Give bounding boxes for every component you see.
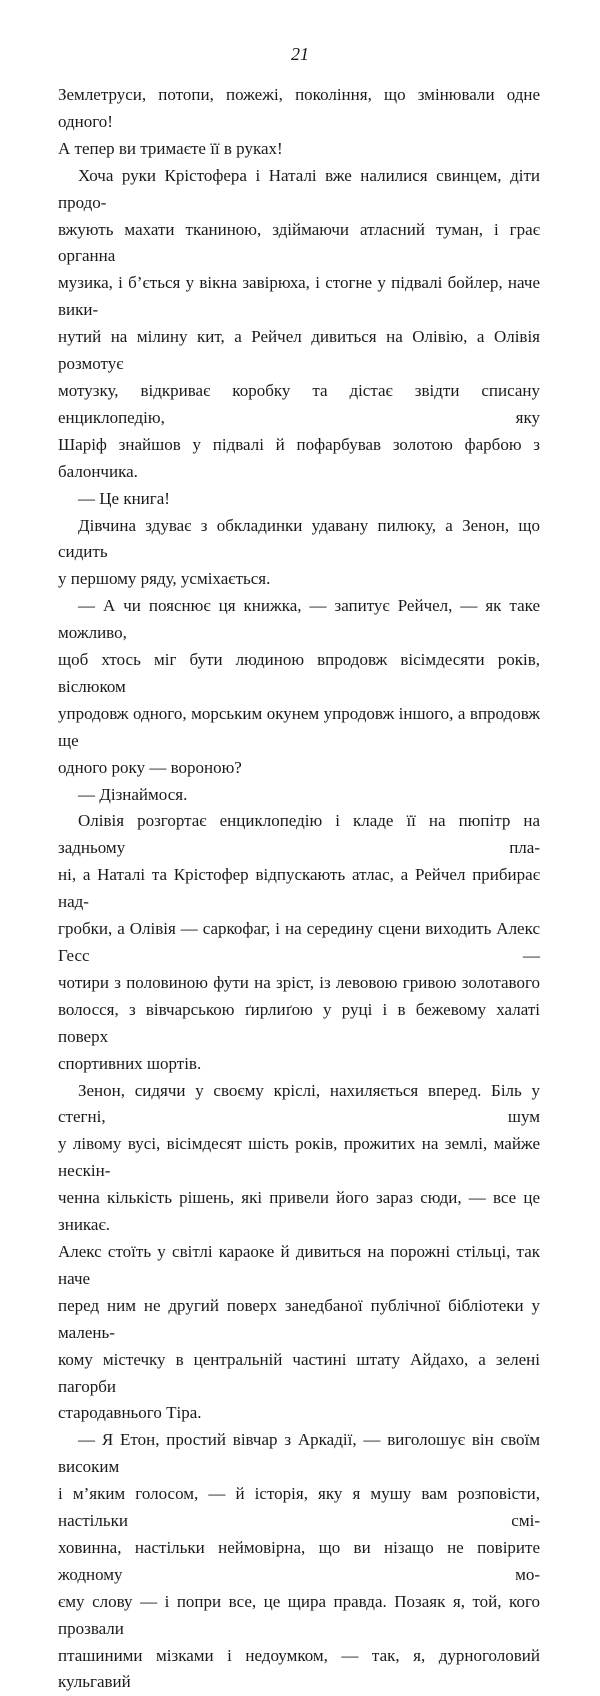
text-line: — Я Етон, простий вівчар з Аркадії, — виголошує він своїм високим <box>58 1430 540 1477</box>
text-line: Землетруси, потопи, пожежі, покоління, що змінювали одне одного! <box>58 85 540 131</box>
text-line: вжують махати тканиною, здіймаючи атласний туман, і грає органна <box>58 219 540 266</box>
text-line: Шаріф знайшов у підвалі й пофарбував золотою фарбою з балончика. <box>58 434 540 481</box>
text-line: єму слову — і попри все, це щира правда. Позаяк я, той, кого прозвали <box>58 1591 540 1638</box>
text-line: Зенон, сидячи у своєму кріслі, нахиляється вперед. Біль у стегні, шум <box>58 1080 540 1127</box>
text-line: упродовж одного, морським окунем упродовж іншого, а впродовж ще <box>58 703 540 750</box>
text-line: ченна кількість рішень, які привели його зараз сюди, — все це зникає. <box>58 1188 540 1235</box>
text-line: нутий на мілину кит, а Рейчел дивиться на Олівію, а Олівія розмотує <box>58 327 540 374</box>
text-line: у лівому вусі, вісімдесят шість років, прожитих на землі, майже нескін- <box>58 1134 540 1181</box>
text-line: одного року — вороною? <box>58 757 242 777</box>
text-line: — Це книга! <box>78 488 170 508</box>
text-line: щоб хтось міг бути людиною впродовж вісімдесяти років, віслюком <box>58 650 540 696</box>
text-line: Дівчина здуває з обкладинки удавану пилюку, а Зенон, що сидить <box>58 515 540 562</box>
text-line: волосся, з вівчарською ґирлиґою у руці і в бежевому халаті поверх <box>58 999 540 1046</box>
page-number: 21 <box>291 44 309 64</box>
text-line: мотузку, відкриває коробку та дістає звідти списану енциклопедію, яку <box>58 380 540 427</box>
text-line: — Дізнаймося. <box>78 784 188 804</box>
text-line: і м’яким голосом, — й історія, яку я мушу вам розповісти, настільки смі- <box>58 1484 540 1531</box>
text-line: перед ним не другий поверх занедбаної публічної бібліотеки у малень- <box>58 1295 540 1342</box>
text-line: Олівія розгортає енциклопедію і кладе її на пюпітр на задньому пла- <box>58 811 540 858</box>
text-line: чотири з половиною фути на зріст, із левовою гривою золотавого <box>58 972 540 992</box>
text-line: — А чи пояснює ця книжка, — запитує Рейчел, — як таке можливо, <box>58 596 540 643</box>
text-line: стародавнього Тіра. <box>58 1403 202 1423</box>
text-line: пташиними мізками і недоумком, — так, я, дурноголовий кульгавий <box>58 1645 540 1692</box>
text-line: у першому ряду, усміхається. <box>58 569 271 589</box>
text-line: Алекс стоїть у світлі караоке й дивиться на порожні стільці, так наче <box>58 1241 540 1288</box>
text-line: кому містечку в центральній частині штату Айдахо, а зелені пагорби <box>58 1349 540 1396</box>
text-line: спортивних шортів. <box>58 1053 202 1073</box>
text-line: музика, і б’ється у вікна завірюха, і стогне у підвалі бойлер, наче вики- <box>58 273 540 320</box>
text-line: Хоча руки Крістофера і Наталі вже налилися свинцем, діти продо- <box>58 165 540 212</box>
text-line: ні, а Наталі та Крістофер відпускають атлас, а Рейчел прибирає над- <box>58 865 540 912</box>
body-text <box>58 82 540 1696</box>
text-line: гробки, а Олівія — саркофаг, і на середину сцени виходить Алекс Гесс — <box>58 919 540 965</box>
text-line: ховинна, настільки неймовірна, що ви нізащо не повірите жодному мо- <box>58 1537 540 1584</box>
text-line: А тепер ви тримаєте її в руках! <box>58 138 283 158</box>
